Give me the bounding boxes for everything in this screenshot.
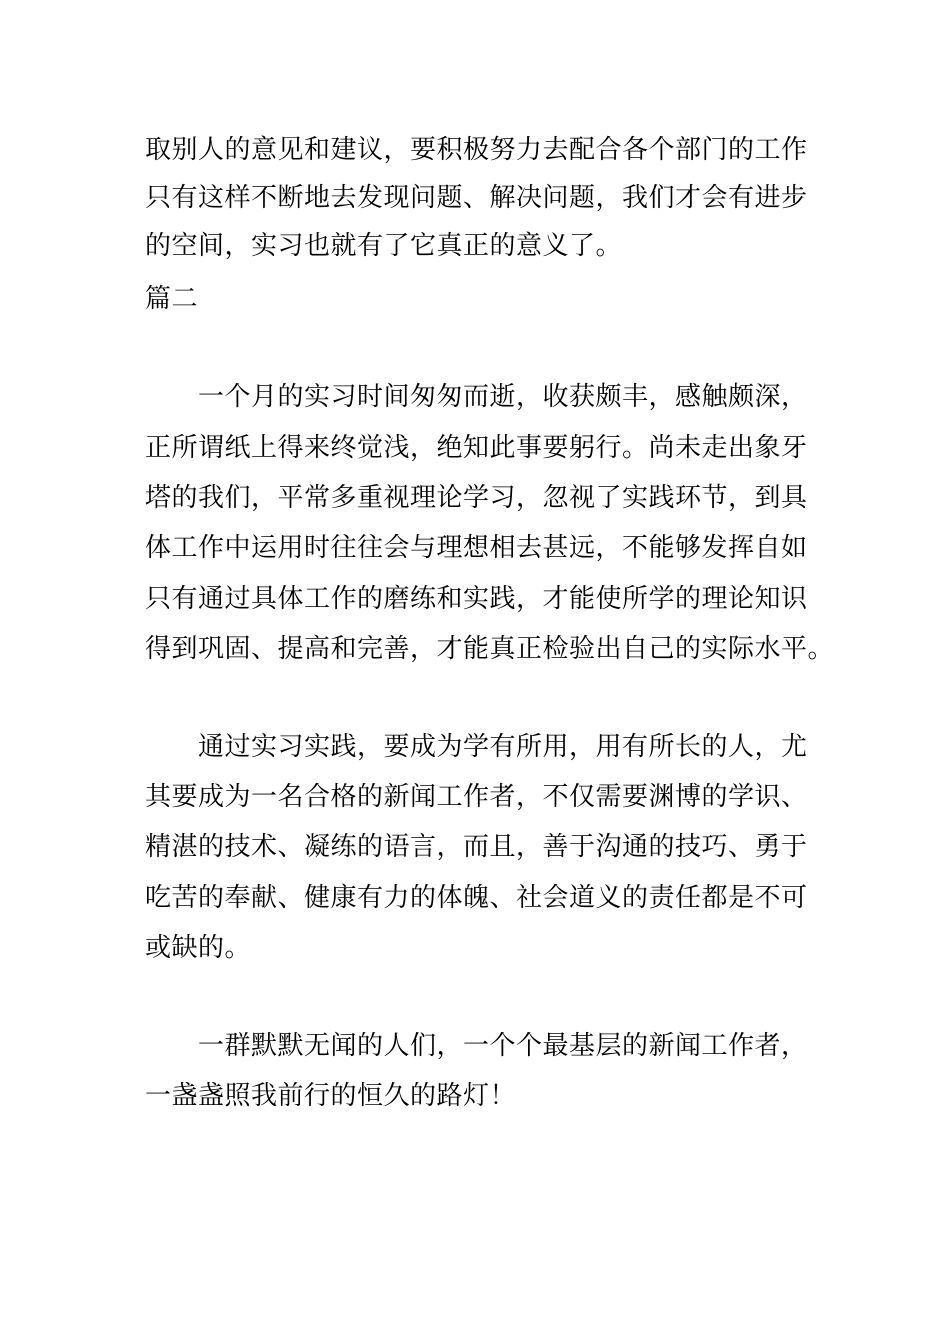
text-line: 只有通过具体工作的磨练和实践，才能使所学的理论知识 — [145, 584, 808, 614]
section-heading: 篇二 — [145, 284, 199, 314]
text-line: 取别人的意见和建议，要积极努力去配合各个部门的工作 — [145, 135, 808, 165]
text-line: 其要成为一名合格的新闻工作者，不仅需要渊博的学识、 — [145, 782, 808, 812]
text-line: 一个月的实习时间匆匆而逝，收获颇丰，感触颇深， — [198, 382, 808, 412]
text-line: 一群默默无闻的人们，一个个最基层的新闻工作者， — [198, 1031, 808, 1061]
text-line: 精湛的技术、凝练的语言，而且，善于沟通的技巧、勇于 — [145, 832, 808, 862]
text-line: 一盏盏照我前行的恒久的路灯！ — [145, 1081, 517, 1111]
text-line: 或缺的。 — [145, 933, 252, 963]
text-line: 只有这样不断地去发现问题、解决问题，我们才会有进步 — [145, 183, 808, 213]
text-line: 吃苦的奉献、健康有力的体魄、社会道义的责任都是不可 — [145, 883, 808, 913]
text-line: 得到巩固、提高和完善，才能真正检验出自己的实际水平。 — [145, 634, 835, 664]
text-line: 通过实习实践，要成为学有所用，用有所长的人，尤 — [198, 732, 808, 762]
text-line: 体工作中运用时往往会与理想相去甚远，不能够发挥自如 — [145, 533, 808, 563]
text-line: 的空间，实习也就有了它真正的意义了。 — [145, 231, 623, 261]
text-line: 正所谓纸上得来终觉浅，绝知此事要躬行。尚未走出象牙 — [145, 433, 808, 463]
text-line: 塔的我们，平常多重视理论学习，忽视了实践环节，到具 — [145, 483, 808, 513]
